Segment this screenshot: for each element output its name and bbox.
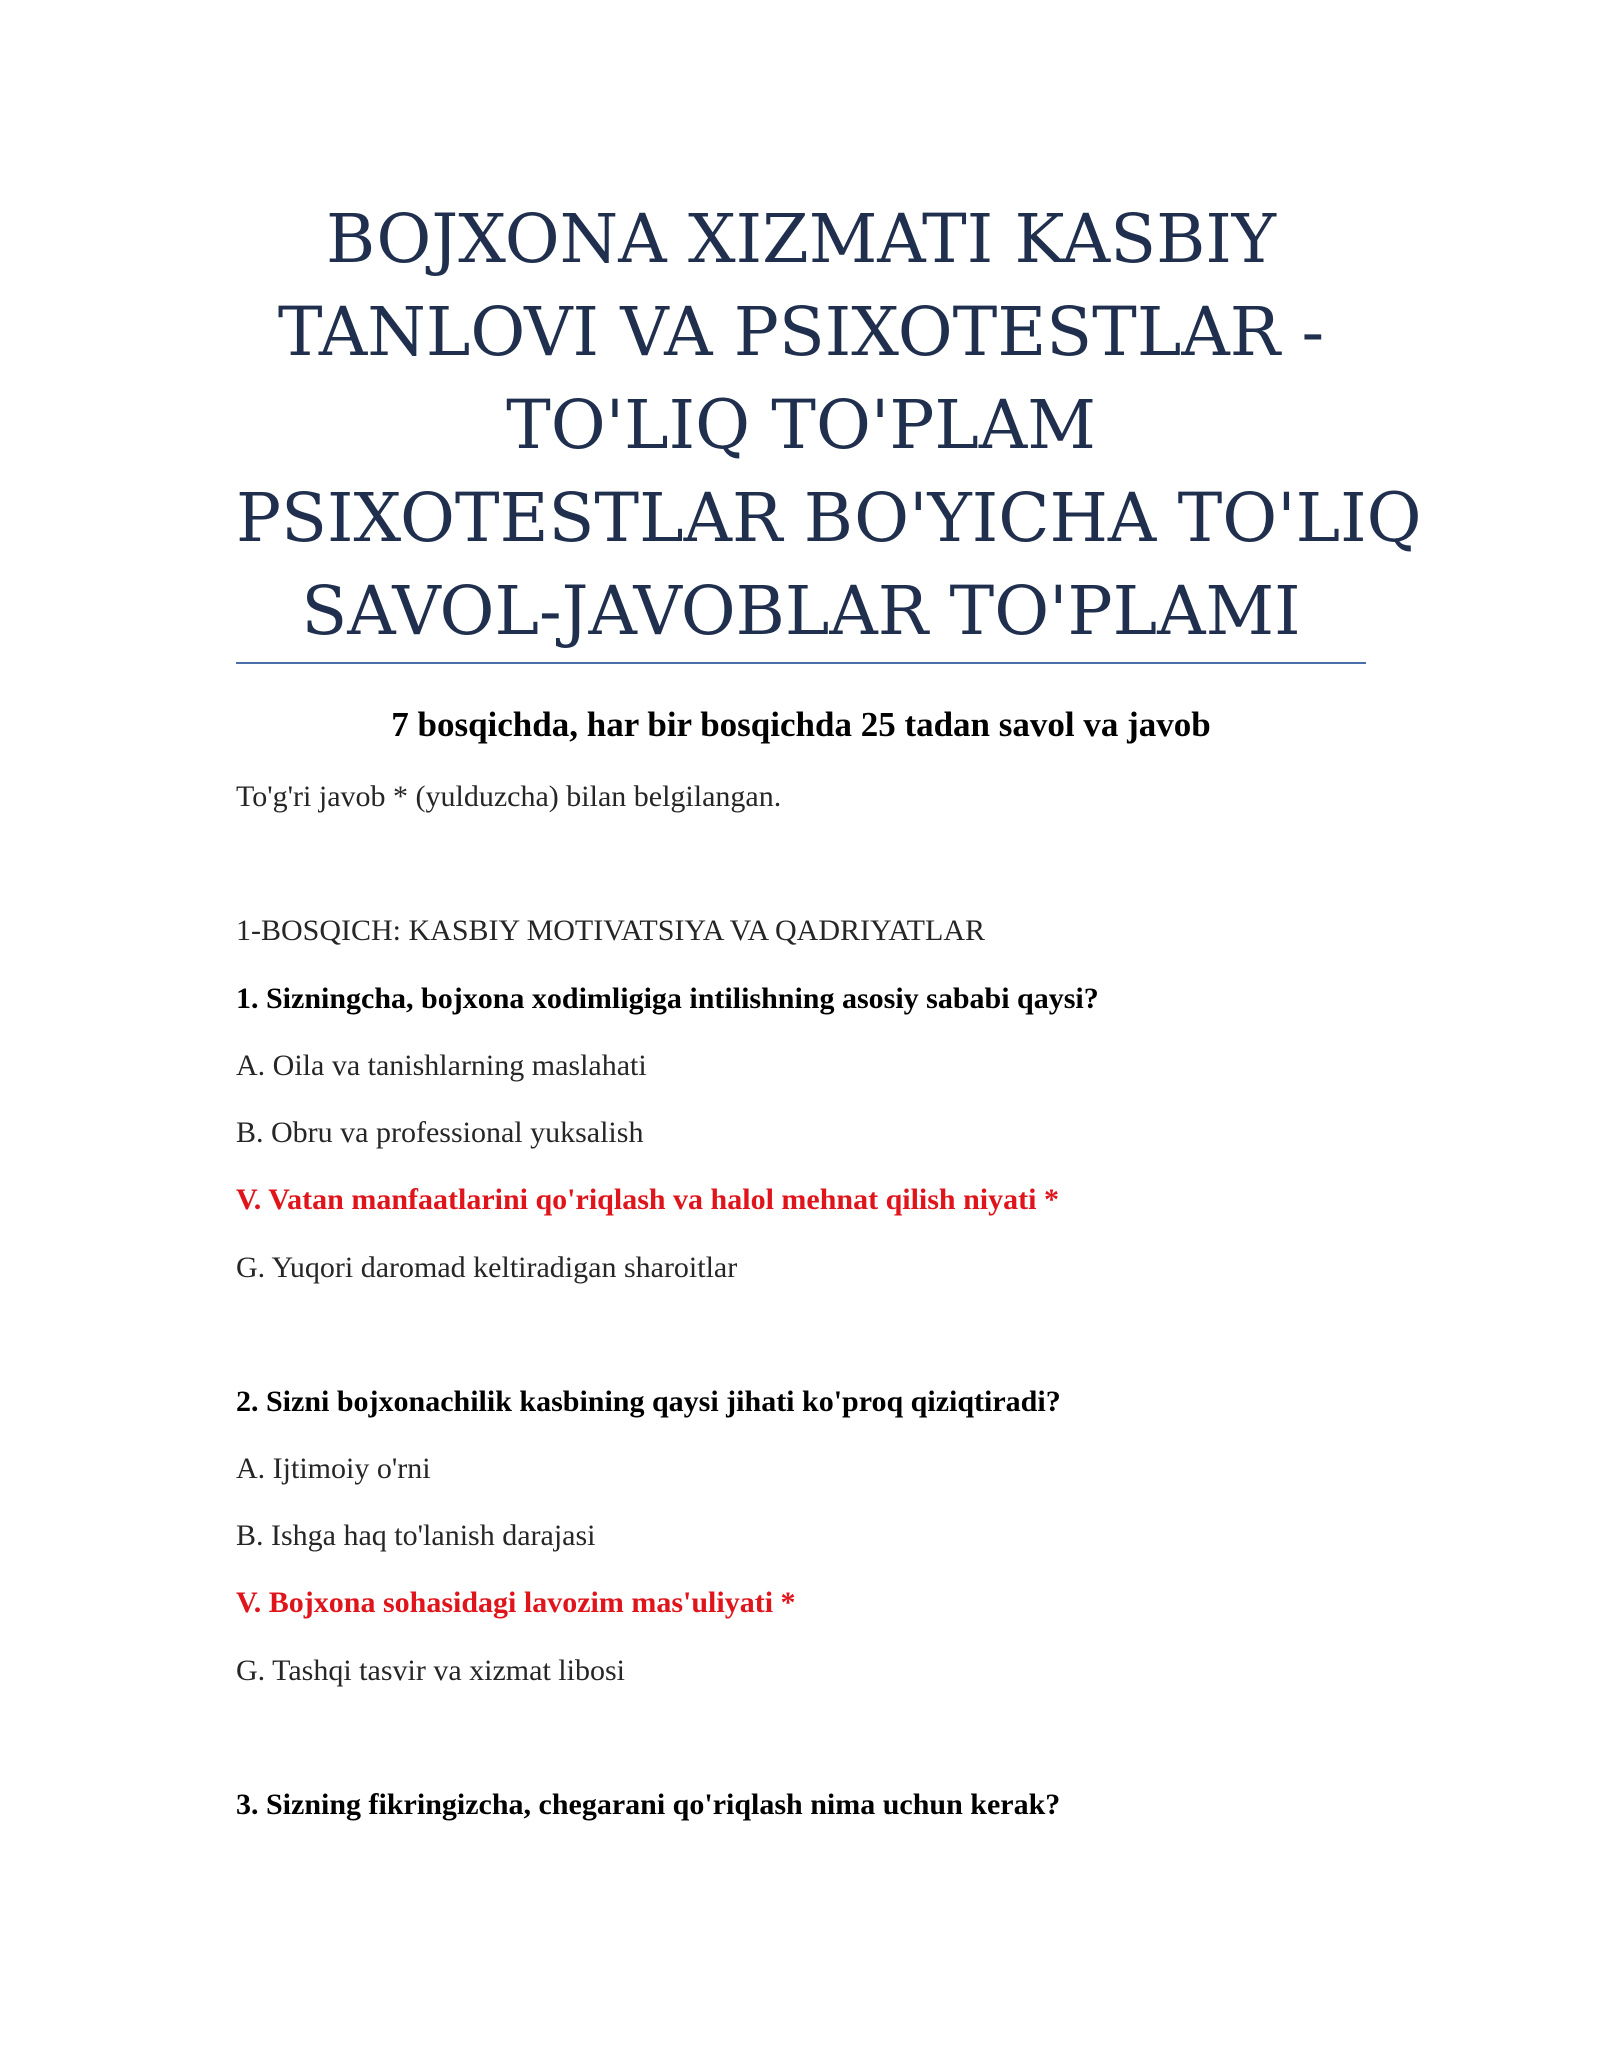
q1-option-b: B. Obru va professional yuksalish xyxy=(236,1116,644,1149)
title-divider xyxy=(236,662,1366,664)
q1-option-v-correct: V. Vatan manfaatlarini qo'riqlash va halol mehnat qilish niyati * xyxy=(236,1183,1059,1216)
document-subtitle: 7 bosqichda, har bir bosqichda 25 tadan savol va javob xyxy=(391,705,1211,744)
title-line: BOJXONA XIZMATI KASBIY xyxy=(325,200,1277,278)
question-1: 1. Sizningcha, bojxona xodimligiga intilishning asosiy sababi qaysi? xyxy=(236,982,1099,1015)
question-2: 2. Sizni bojxonachilik kasbining qaysi jihati ko'proq qiziqtiradi? xyxy=(236,1385,1061,1418)
title-line: TO'LIQ TO'PLAM xyxy=(506,386,1096,464)
q1-option-a: A. Oila va tanishlarning maslahati xyxy=(236,1049,647,1082)
title-line: TANLOVI VA PSIXOTESTLAR - xyxy=(277,293,1325,371)
title-line: PSIXOTESTLAR BO'YICHA TO'LIQ xyxy=(236,479,1422,557)
q2-option-b: B. Ishga haq to'lanish darajasi xyxy=(236,1519,596,1552)
q2-option-v-correct: V. Bojxona sohasidagi lavozim mas'uliyati * xyxy=(236,1586,796,1619)
q1-option-g: G. Yuqori daromad keltiradigan sharoitlar xyxy=(236,1251,738,1284)
document-title xyxy=(236,193,1422,658)
question-3: 3. Sizning fikringizcha, chegarani qo'riqlash nima uchun kerak? xyxy=(236,1788,1061,1821)
q2-option-a: A. Ijtimoiy o'rni xyxy=(236,1452,431,1485)
intro-note: To'g'ri javob * (yulduzcha) bilan belgilangan. xyxy=(236,780,782,813)
title-line: SAVOL-JAVOBLAR TO'PLAMI xyxy=(301,572,1301,650)
q2-option-g: G. Tashqi tasvir va xizmat libosi xyxy=(236,1654,625,1687)
section-heading: 1-BOSQICH: KASBIY MOTIVATSIYA VA QADRIYATLAR xyxy=(236,914,985,947)
